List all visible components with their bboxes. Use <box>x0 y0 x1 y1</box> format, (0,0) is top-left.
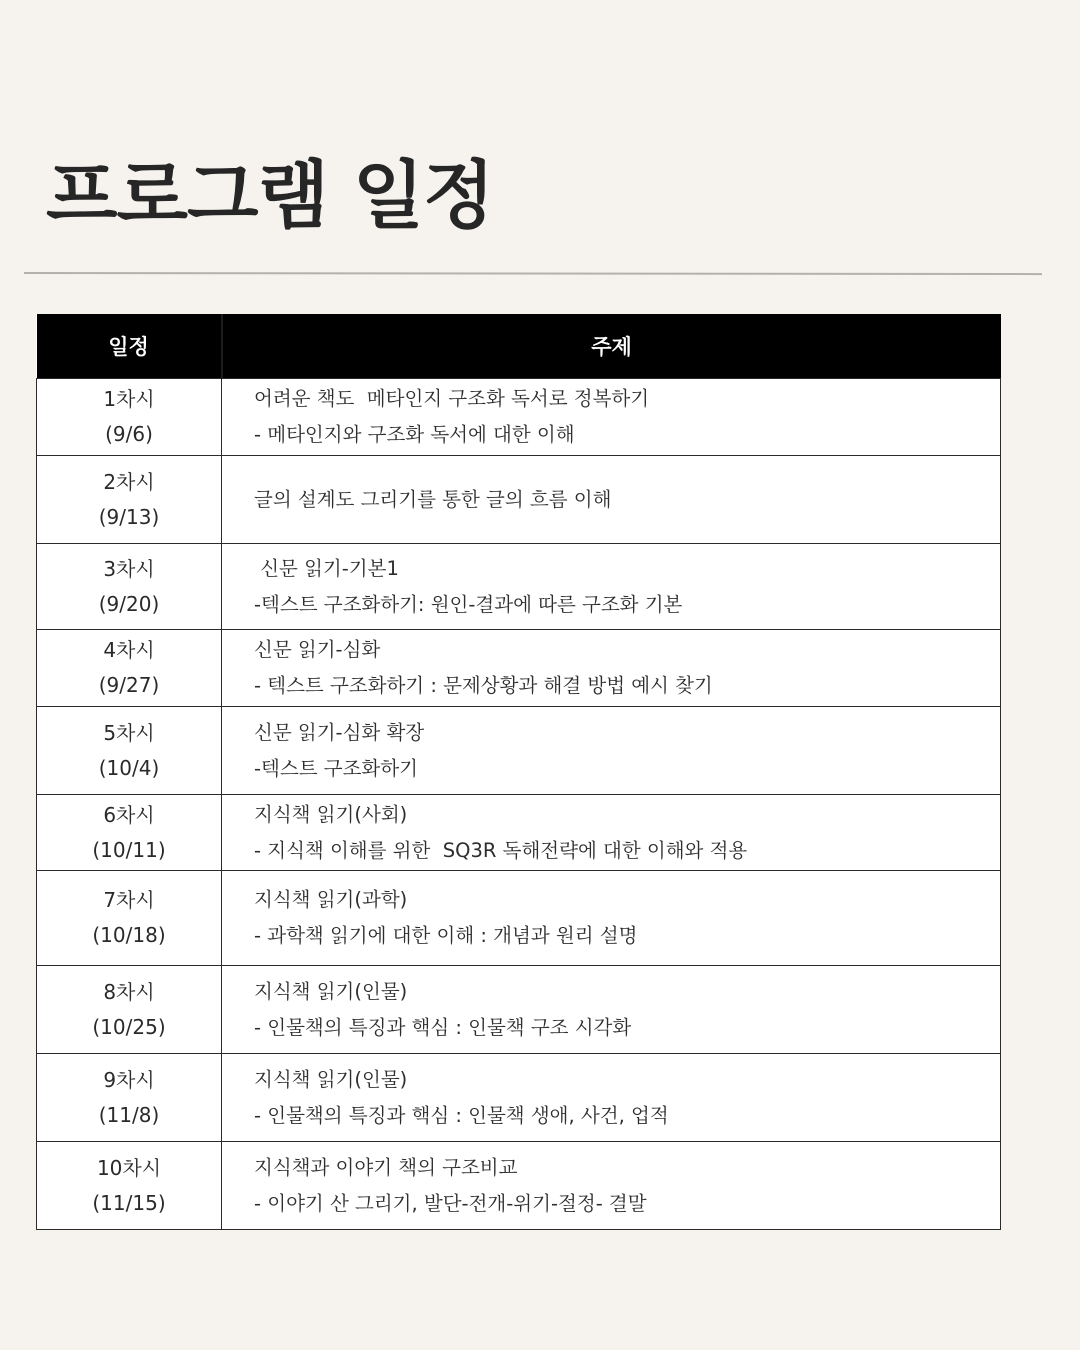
session-cell <box>37 871 222 966</box>
column-header-schedule: 일정 <box>37 314 222 379</box>
session-label: 4차시 <box>103 638 155 662</box>
column-header-topic: 주제 <box>222 314 1001 379</box>
topic-title: 지식책 읽기(인물) <box>254 979 408 1003</box>
topic-cell <box>222 1142 1001 1230</box>
topic-cell <box>222 707 1001 795</box>
session-date: (9/6) <box>105 422 153 446</box>
session-date: (9/20) <box>98 591 160 616</box>
table-row <box>37 1054 1001 1142</box>
table-row <box>37 379 1001 456</box>
topic-detail: -텍스트 구조화하기: 원인-결과에 따른 구조화 기본 <box>254 592 683 616</box>
session-label: 3차시 <box>103 556 155 581</box>
session-cell <box>37 1054 222 1142</box>
session-label: 2차시 <box>103 469 155 494</box>
schedule-table <box>36 314 1001 1230</box>
table-header-row <box>37 314 1001 379</box>
table-row <box>37 871 1001 966</box>
session-date: (9/27) <box>98 673 160 697</box>
topic-cell <box>222 795 1001 871</box>
topic-title: 어려운 책도 메타인지 구조화 독서로 정복하기 <box>254 387 650 410</box>
topic-detail: - 과학책 읽기에 대한 이해 : 개념과 원리 설명 <box>254 924 638 947</box>
session-label: 8차시 <box>103 979 155 1004</box>
topic-title: 신문 읽기-기본1 <box>254 556 399 580</box>
topic-detail: - 지식책 이해를 위한 SQ3R 독해전략에 대한 이해와 적용 <box>254 838 748 862</box>
table-row <box>37 630 1001 707</box>
table-row <box>37 544 1001 630</box>
session-date: (10/18) <box>92 923 166 947</box>
topic-title: 신문 읽기-심화 확장 <box>254 720 425 744</box>
session-label: 10차시 <box>96 1155 162 1180</box>
topic-cell <box>222 1054 1001 1142</box>
topic-title: 지식책 읽기(인물) <box>254 1067 408 1091</box>
topic-detail: - 인물책의 특징과 핵심 : 인물책 생애, 사건, 업적 <box>254 1103 669 1127</box>
table-row <box>37 707 1001 795</box>
session-date: (10/25) <box>92 1014 166 1039</box>
session-date: (11/15) <box>92 1190 166 1215</box>
table-row <box>37 1142 1001 1230</box>
session-cell <box>37 379 222 456</box>
session-date: (10/11) <box>92 837 166 862</box>
topic-cell <box>222 379 1001 456</box>
topic-title: 글의 설계도 그리기를 통한 글의 흐름 이해 <box>254 487 612 511</box>
session-label: 5차시 <box>103 720 155 745</box>
topic-detail: - 이야기 산 그리기, 발단-전개-위기-절정- 결말 <box>254 1191 647 1215</box>
topic-title: 신문 읽기-심화 <box>254 638 381 661</box>
topic-title: 지식책 읽기(사회) <box>254 802 408 826</box>
session-label: 9차시 <box>103 1067 155 1092</box>
table-row <box>37 456 1001 544</box>
session-cell <box>37 1142 222 1230</box>
session-cell <box>37 544 222 630</box>
topic-detail: - 인물책의 특징과 핵심 : 인물책 구조 시각화 <box>254 1015 632 1039</box>
title-divider <box>24 272 1042 275</box>
session-cell <box>37 707 222 795</box>
session-cell <box>37 966 222 1054</box>
session-cell <box>37 795 222 871</box>
session-label: 1차시 <box>103 387 155 411</box>
topic-cell <box>222 456 1001 544</box>
session-cell <box>37 630 222 707</box>
session-date: (9/13) <box>98 504 160 529</box>
table-row <box>37 795 1001 871</box>
topic-detail: - 텍스트 구조화하기 : 문제상황과 해결 방법 예시 찾기 <box>254 674 713 697</box>
topic-title: 지식책 읽기(과학) <box>254 888 408 911</box>
topic-cell <box>222 630 1001 707</box>
session-cell <box>37 456 222 544</box>
session-label: 7차시 <box>103 888 155 912</box>
topic-detail: - 메타인지와 구조화 독서에 대한 이해 <box>254 423 575 446</box>
topic-title: 지식책과 이야기 책의 구조비교 <box>254 1155 518 1179</box>
table-row <box>37 966 1001 1054</box>
session-label: 6차시 <box>103 802 155 827</box>
session-date: (11/8) <box>98 1102 160 1127</box>
topic-cell <box>222 544 1001 630</box>
topic-detail: -텍스트 구조화하기 <box>254 756 418 780</box>
page-title: 프로그램 일정 <box>46 153 494 239</box>
session-date: (10/4) <box>98 755 160 780</box>
topic-cell <box>222 966 1001 1054</box>
topic-cell <box>222 871 1001 966</box>
